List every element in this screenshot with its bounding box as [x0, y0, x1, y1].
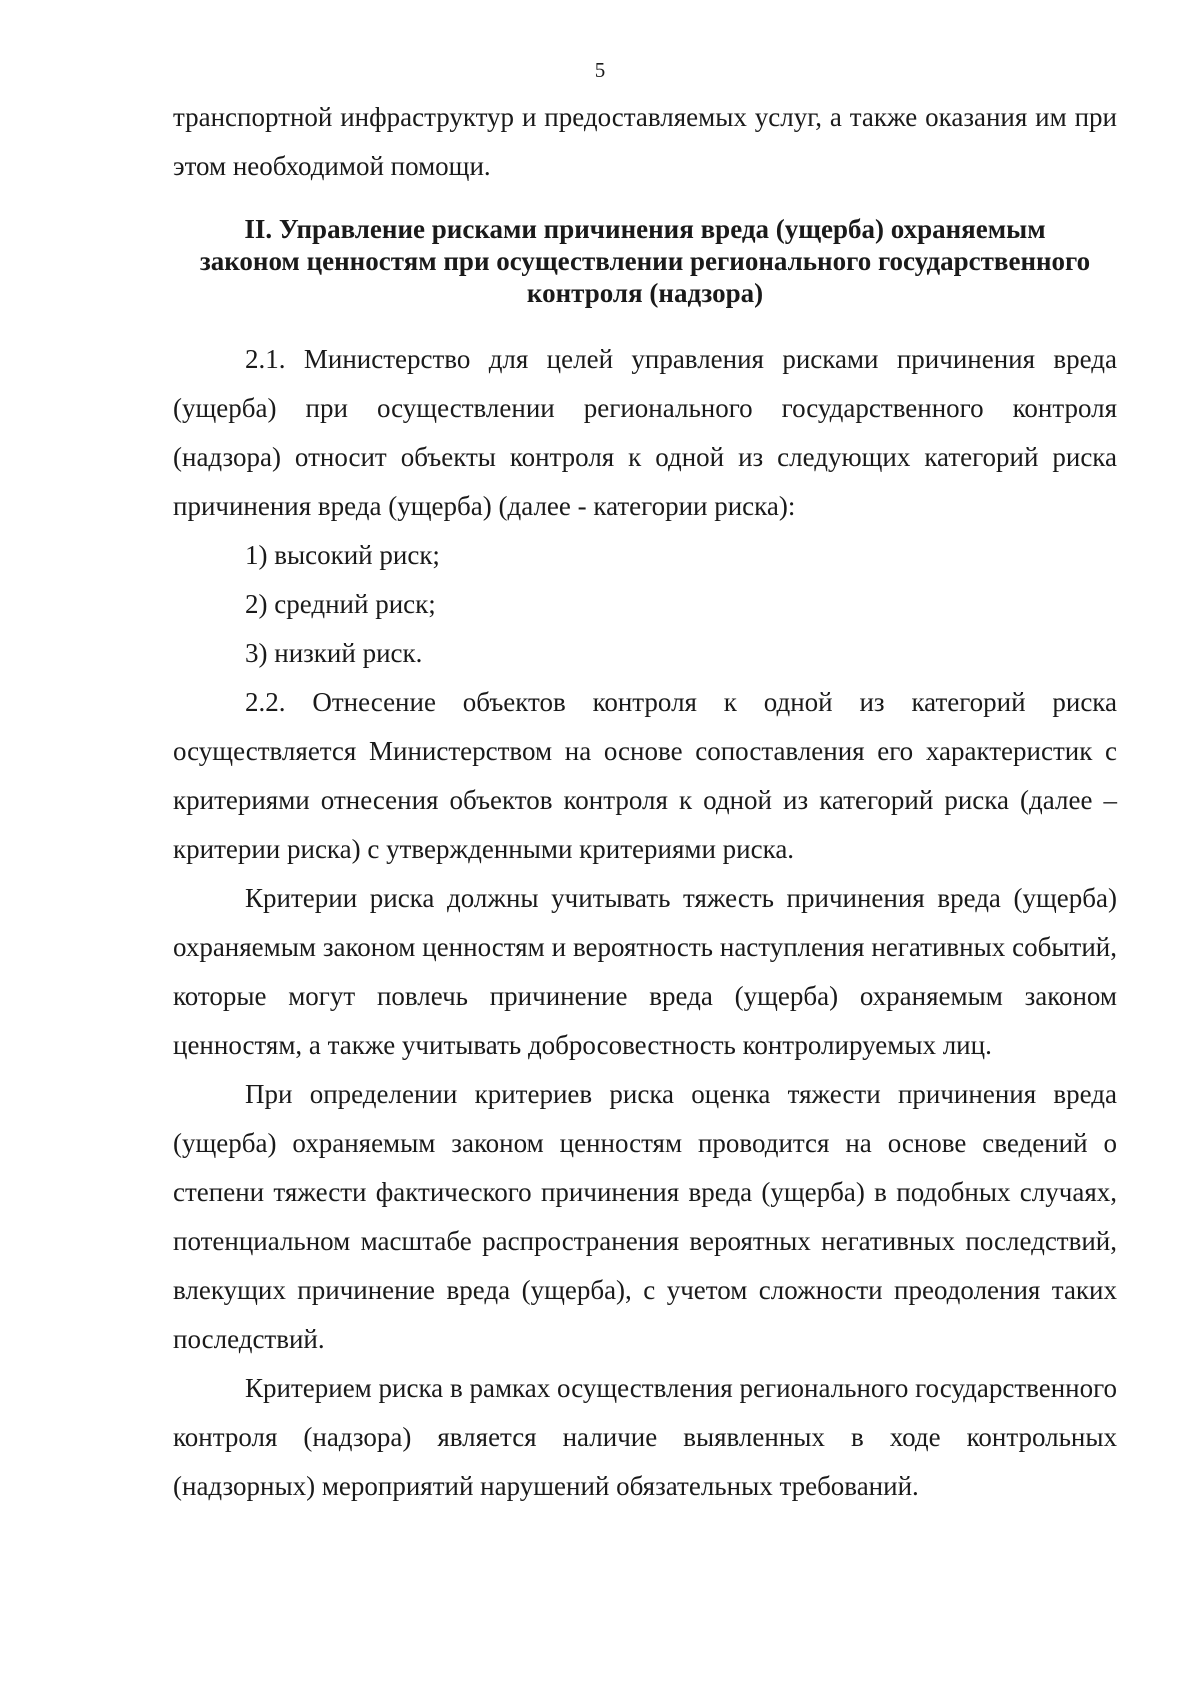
- page-content: [173, 93, 1117, 1511]
- risk-list-item-medium: 2) средний риск;: [245, 589, 436, 619]
- paragraph-2-2: 2.2. Отнесение объектов контроля к одной из категорий риска осуществляется Министерством на основе сопоставления его характеристик с критериями отнесения объектов контроля к одной из категорий риска (далее – критерии риска) с утвержденными критериями риска.: [173, 687, 1117, 864]
- risk-list-item-high: 1) высокий риск;: [245, 540, 440, 570]
- paragraph-2-1: 2.1. Министерство для целей управления рисками причинения вреда (ущерба) при осуществлении регионального государственного контроля (надзора) относит объекты контроля к одной из следующих категорий риска причинения вреда (ущерба) (далее - категории риска):: [173, 344, 1117, 521]
- paragraph-criterion-definition: Критерием риска в рамках осуществления регионального государственного контроля (надзора) является наличие выявленных в ходе контрольных (надзорных) мероприятий нарушений обязательных требований.: [173, 1373, 1117, 1501]
- section-heading: II. Управление рисками причинения вреда (ущерба) охраняемым законом ценностям при осуществлении регионального государственного контроля (надзора): [199, 214, 1091, 308]
- paragraph-criteria-severity: Критерии риска должны учитывать тяжесть причинения вреда (ущерба) охраняемым законом ценностям и вероятность наступления негативных событий, которые могут повлечь причинение вреда (ущерба) охраняемым законом ценностям, а также учитывать добросовестность контролируемых лиц.: [173, 883, 1117, 1060]
- risk-list-item-low: 3) низкий риск.: [245, 638, 423, 668]
- spacer: [173, 309, 1117, 335]
- spacer: [173, 191, 1117, 213]
- intro-paragraph: транспортной инфраструктур и предоставляемых услуг, а также оказания им при этом необходимой помощи.: [173, 102, 1117, 181]
- paragraph-criteria-assessment: При определении критериев риска оценка тяжести причинения вреда (ущерба) охраняемым законом ценностям проводится на основе сведений о степени тяжести фактического причинения вреда (ущерба) в подобных случаях, потенциальном масштабе распространения вероятных негативных последствий, влекущих причинение вреда (ущерба), с учетом сложности преодоления таких последствий.: [173, 1079, 1117, 1354]
- page-number: 5: [594, 58, 606, 82]
